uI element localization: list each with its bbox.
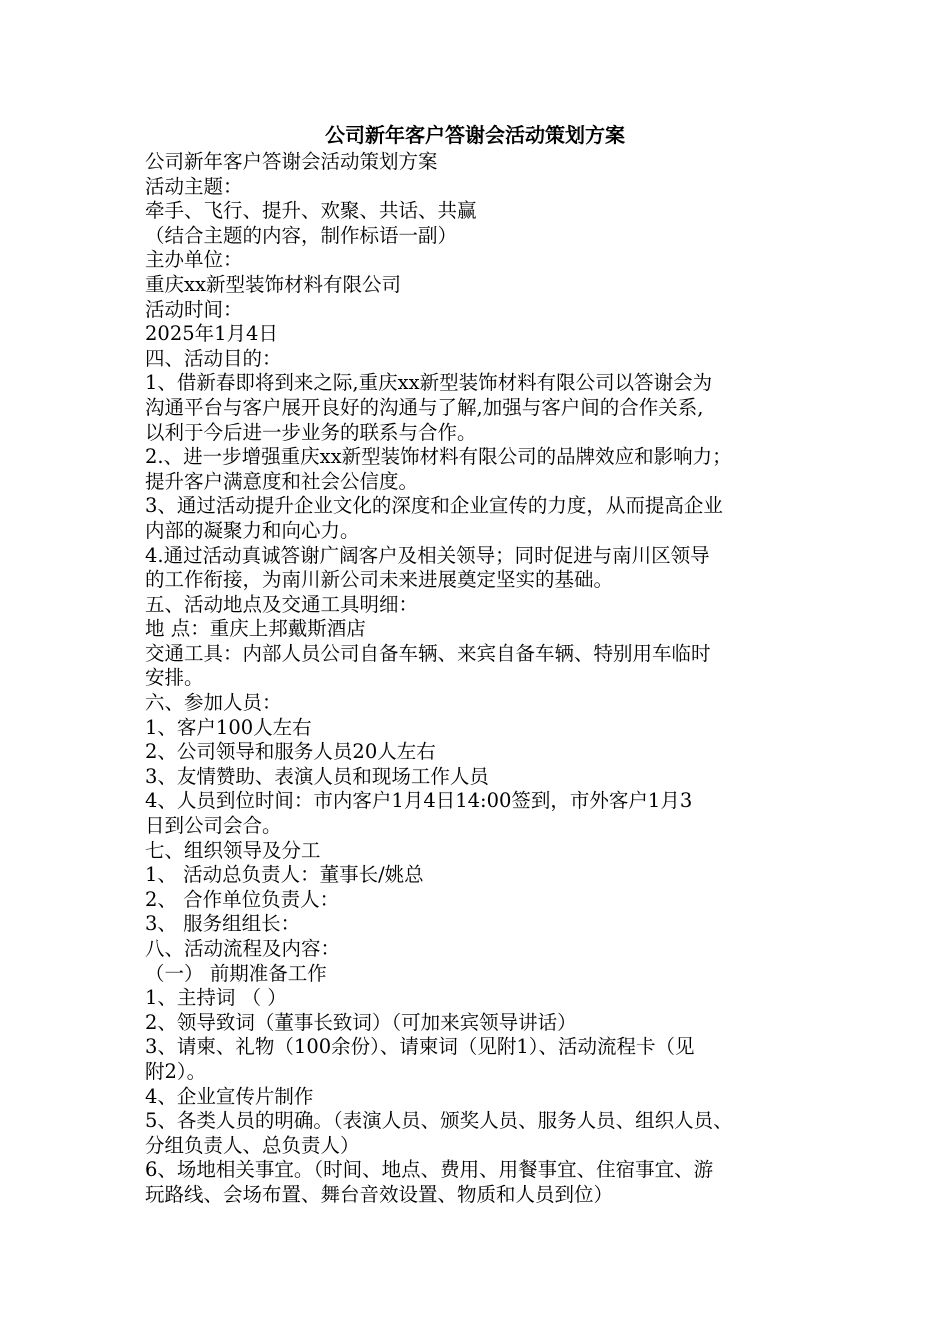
document-line: 4.通过活动真诚答谢广阔客户及相关领导；同时促进与南川区领导 [145, 543, 710, 567]
document-title: 公司新年客户答谢会活动策划方案 [325, 123, 625, 147]
document-line: 1、主持词 （ ） [145, 986, 287, 1010]
document-line: 五、活动地点及交通工具明细： [145, 592, 419, 616]
document-line: 四、活动目的： [145, 346, 282, 370]
document-line: 内部的凝聚力和向心力。 [145, 518, 360, 542]
document-line: 2、 合作单位负责人： [145, 887, 340, 911]
document-line: 以利于今后进一步业务的联系与合作。 [145, 420, 477, 444]
document-line: 附2）。 [145, 1059, 207, 1083]
document-line: 活动主题： [145, 174, 243, 198]
document-line: （一） 前期准备工作 [145, 961, 327, 985]
document-line: 沟通平台与客户展开良好的沟通与了解,加强与客户间的合作关系, [145, 395, 704, 419]
document-line: 安排。 [145, 666, 204, 690]
document-line: 活动时间： [145, 297, 243, 321]
document-line: 六、参加人员： [145, 691, 282, 715]
document-line: 3、 服务组组长： [145, 912, 301, 936]
document-line: 地 点：重庆上邦戴斯酒店 [145, 617, 366, 641]
document-line: 4、企业宣传片制作 [145, 1084, 314, 1108]
document-line: 七、组织领导及分工 [145, 838, 321, 862]
document-line: 1、客户100人左右 [145, 715, 312, 739]
document-line: 1、 活动总负责人：董事长/姚总 [145, 863, 424, 887]
document-line: 4、人员到位时间：市内客户1月4日14:00签到，市外客户1月3 [145, 789, 693, 813]
document-line: 八、活动流程及内容： [145, 937, 341, 960]
document-line: 分组负责人、总负责人） [145, 1133, 360, 1157]
document-line: 2025年1月4日 [145, 322, 278, 346]
document-line: 交通工具：内部人员公司自备车辆、来宾自备车辆、特别用车临时 [145, 641, 711, 665]
document-line: 2、公司领导和服务人员20人左右 [145, 740, 436, 764]
document-line: 6、场地相关事宜。（时间、地点、费用、用餐事宜、住宿事宜、游 [145, 1158, 714, 1182]
document-line: 2.、进一步增强重庆xx新型装饰材料有限公司的品牌效应和影响力； [145, 445, 732, 469]
document-line: 牵手、飞行、提升、欢聚、共话、共赢 [145, 199, 477, 223]
document-line: 2、领导致词（董事长致词）（可加来宾领导讲话） [145, 1010, 577, 1034]
document-line: 3、友情赞助、表演人员和现场工作人员 [145, 764, 489, 788]
document-line: 1、借新春即将到来之际,重庆xx新型装饰材料有限公司以答谢会为 [145, 371, 713, 395]
document-line: 主办单位： [145, 248, 243, 272]
document-line: 3、通过活动提升企业文化的深度和企业宣传的力度，从而提高企业 [145, 494, 723, 518]
document-line: 的工作衔接，为南川新公司未来进展奠定坚实的基础。 [145, 568, 614, 592]
document-line: 3、请柬、礼物（100余份）、请柬词（见附1）、活动流程卡（见 [145, 1035, 695, 1059]
document-line: 公司新年客户答谢会活动策划方案 [145, 150, 438, 173]
document-line: 提升客户满意度和社会公信度。 [145, 469, 419, 493]
document-body [145, 150, 825, 1208]
document-line: 日到公司会合。 [145, 814, 282, 838]
document-line: 玩路线、会场布置、舞台音效设置、物质和人员到位） [145, 1182, 614, 1206]
document-line: （结合主题的内容，制作标语一副） [145, 223, 458, 247]
document-line: 5、各类人员的明确。（表演人员、颁奖人员、服务人员、组织人员、 [145, 1109, 733, 1133]
document-line: 重庆xx新型装饰材料有限公司 [145, 272, 401, 296]
